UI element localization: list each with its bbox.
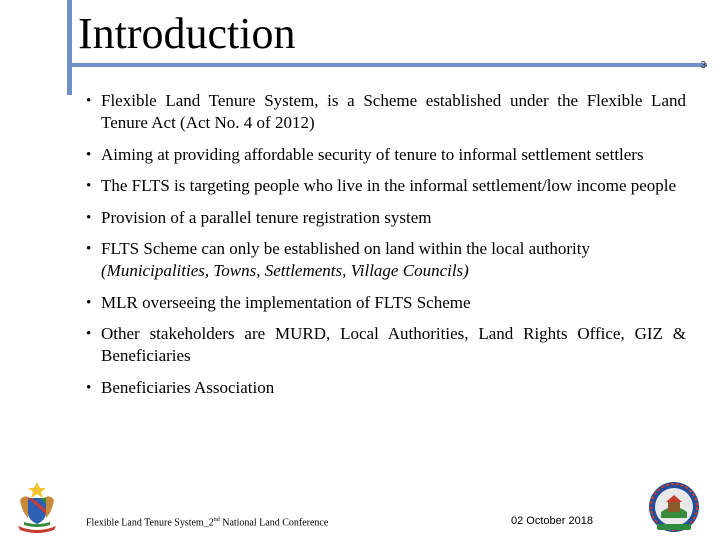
bullet-item <box>86 207 686 229</box>
title-accent-vertical <box>67 0 72 95</box>
bullet-item <box>86 238 686 282</box>
bullet-icon: • <box>86 294 92 311</box>
conference-emblem-icon <box>645 480 703 534</box>
bullet-icon: • <box>86 93 92 109</box>
bullet-item <box>86 323 686 367</box>
bullet-text: Aiming at providing affordable security of tenure to informal settlement settlers <box>101 144 644 164</box>
bullet-icon: • <box>86 326 92 342</box>
footer-label-prefix: Flexible Land Tenure System_2 <box>86 517 214 529</box>
bullet-item <box>86 292 686 314</box>
bullet-item <box>86 144 686 166</box>
bullet-icon: • <box>86 379 92 396</box>
bullet-item <box>86 377 686 399</box>
bullet-icon: • <box>86 178 92 194</box>
bullet-icon: • <box>86 146 92 163</box>
slide-title: Introduction <box>78 9 296 58</box>
bullet-list <box>86 90 686 408</box>
bullet-text: FLTS Scheme can only be established on land within the local authority <box>101 239 590 258</box>
bullet-note: (Municipalities, Towns, Settlements, Village Councils) <box>101 261 469 280</box>
coat-of-arms-icon <box>16 478 58 534</box>
footer-label-sup: nd <box>213 517 220 523</box>
bullet-text: Provision of a parallel tenure registration system <box>101 207 432 227</box>
bullet-item <box>86 175 686 197</box>
bullet-item <box>86 90 686 134</box>
footer-label-suffix: National Land Conference <box>219 517 329 529</box>
slide-number: 3 <box>700 60 706 71</box>
bullet-icon: • <box>86 209 92 226</box>
bullet-text: Flexible Land Tenure System, is a Scheme established under the Flexible Land Tenure Act (Act No. 4 of 2012) <box>101 91 686 132</box>
bullet-text: The FLTS is targeting people who live in the informal settlement/low income people <box>101 176 677 195</box>
bullet-text: MLR overseeing the implementation of FLTS Scheme <box>101 292 471 312</box>
title-accent-horizontal <box>67 63 707 67</box>
bullet-text: Other stakeholders are MURD, Local Authorities, Land Rights Office, GIZ & Beneficiaries <box>101 324 686 365</box>
footer-date: 02 October 2018 <box>511 515 593 527</box>
footer-conference-label <box>86 517 328 528</box>
bullet-icon: • <box>86 241 92 257</box>
bullet-text: Beneficiaries Association <box>101 377 275 397</box>
